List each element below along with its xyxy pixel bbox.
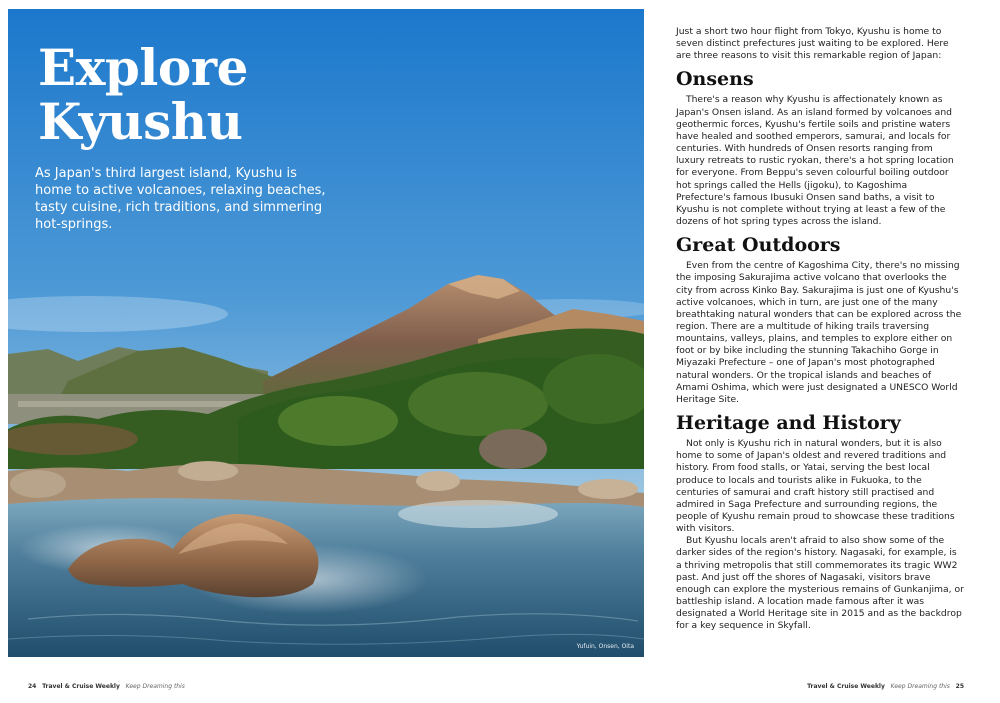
section-heading-great-outdoors: Great Outdoors bbox=[676, 234, 841, 257]
section-heading-onsens: Onsens bbox=[676, 68, 754, 91]
title-line-2: Kyushu bbox=[38, 92, 243, 151]
section-paragraph: Not only is Kyushu rich in natural wonders, but it is also home to some of Japan's oldest and revered traditions and history. From food stalls, or Yatai, serving the best local produce to locals and tourists alike in Fukuoka, to the centuries of samurai and craft history still practised and admired in Saga Prefecture and surrounding regions, the people of Kyushu remain proud to showcase these traditions with visitors. bbox=[676, 438, 955, 535]
page-title bbox=[38, 38, 398, 151]
section-paragraph: But Kyushu locals aren't afraid to also show some of the darker sides of the region's history. Nagasaki, for example, is a thriving metropolis that still commemorates its tragic WW2 past. And just off the shores of Nagasaki, visitors brave enough can explore the mysterious remains of Gunkanjima, or battleship island. A location made famous after it was designated a World Heritage site in 2015 and as the backdrop for a key sequence in Skyfall. bbox=[676, 535, 964, 632]
footer-tagline: Keep Dreaming this bbox=[125, 683, 185, 690]
hero-photo bbox=[8, 9, 644, 657]
footer-left bbox=[28, 683, 185, 691]
footer-page-number: 25 bbox=[955, 683, 964, 690]
footer-publication: Travel & Cruise Weekly bbox=[42, 683, 120, 690]
article-body bbox=[676, 26, 964, 633]
section-heading-heritage-history: Heritage and History bbox=[676, 412, 901, 435]
footer-tagline: Keep Dreaming this bbox=[890, 683, 950, 690]
hero-intro: As Japan's third largest island, Kyushu is home to active volcanoes, relaxing beaches, tasty cuisine, rich traditions, and simmering hot-springs. bbox=[35, 166, 326, 232]
footer-page-number: 24 bbox=[28, 683, 37, 690]
photo-credit: Yufuin, Onsen, Oita bbox=[576, 643, 634, 650]
section-paragraph: There's a reason why Kyushu is affectionately known as Japan's Onsen island. As an island formed by volcanoes and geothermic forces, Kyushu's fertile soils and pristine waters have healed and soothed emperors, samurai, and locals for centuries. With hundreds of Onsen resorts ranging from luxury retreats to rustic ryokan, there's a hot spring location for everyone. From Beppu's seven colourful boiling outdoor hot springs called the Hells (jigoku), to Kagoshima Prefecture's famous Ibusuki Onsen sand baths, a visit to Kyushu is not complete without trying at least a few of the dozens of hot spring types across the island. bbox=[676, 94, 954, 228]
footer-right bbox=[807, 683, 964, 691]
article-intro: Just a short two hour flight from Tokyo, Kyushu is home to seven distinct prefectures just waiting to be explored. Here are three reasons to visit this remarkable region of Japan: bbox=[676, 26, 949, 62]
title-line-1: Explore bbox=[38, 38, 248, 97]
footer-publication: Travel & Cruise Weekly bbox=[807, 683, 885, 690]
section-paragraph: Even from the centre of Kagoshima City, there's no missing the imposing Sakurajima active volcano that overlooks the city from across Kinko Bay. Sakurajima is just one of Kyushu's active volcanoes, which in turn, are just one of the many breathtaking natural wonders that can be explored across the region. There are a multitude of hiking trails traversing mountains, valleys, plains, and temples to explore either on foot or by bike including the stunning Takachiho Gorge in Miyazaki Prefecture – one of Japan's most photographed natural wonders. Or the tropical islands and beaches of Amami Oshima, which were just designated a UNESCO World Heritage Site. bbox=[676, 260, 962, 405]
